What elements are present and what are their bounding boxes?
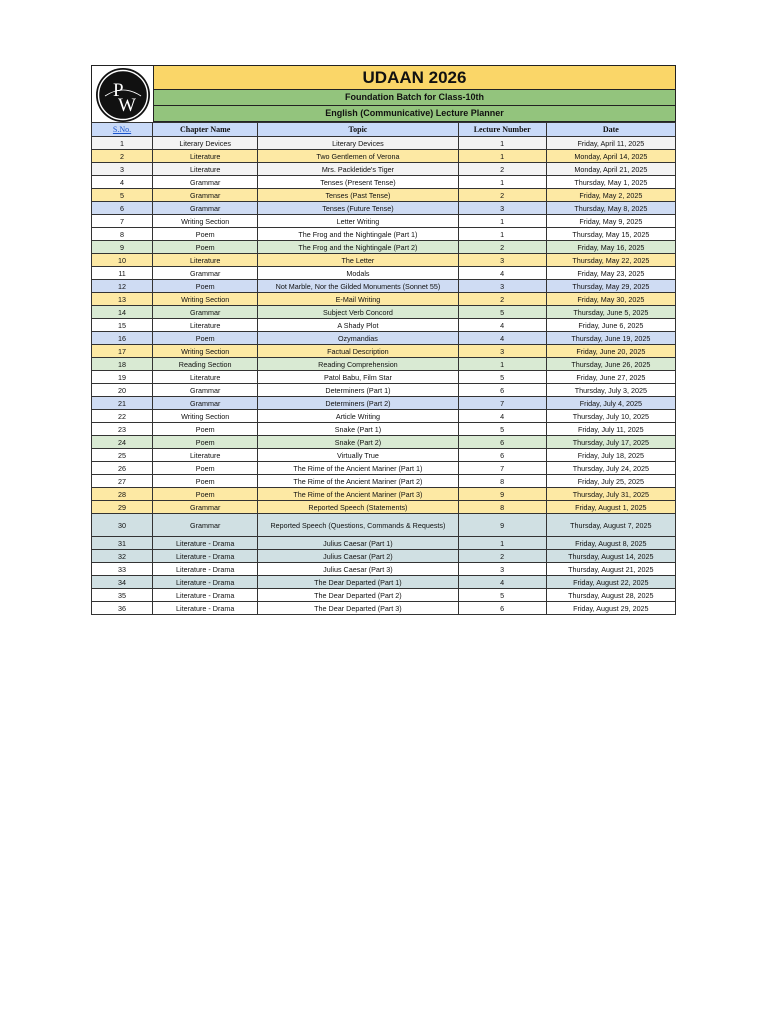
column-header-date: Date	[546, 123, 675, 137]
cell-topic: Reported Speech (Questions, Commands & Requests)	[258, 514, 458, 537]
cell-chapter: Reading Section	[153, 358, 258, 371]
cell-topic: Snake (Part 2)	[258, 436, 458, 449]
table-row	[92, 215, 676, 228]
cell-topic: Tenses (Present Tense)	[258, 176, 458, 189]
cell-date: Friday, May 23, 2025	[546, 267, 675, 280]
cell-chapter: Literature	[153, 319, 258, 332]
cell-sno: 3	[92, 163, 153, 176]
header-block	[153, 65, 676, 122]
cell-topic: Tenses (Future Tense)	[258, 202, 458, 215]
cell-topic: The Dear Departed (Part 2)	[258, 589, 458, 602]
cell-sno: 17	[92, 345, 153, 358]
cell-date: Friday, June 6, 2025	[546, 319, 675, 332]
cell-lecture: 4	[458, 319, 546, 332]
cell-sno: 10	[92, 254, 153, 267]
cell-chapter: Poem	[153, 241, 258, 254]
cell-chapter: Poem	[153, 436, 258, 449]
cell-chapter: Poem	[153, 475, 258, 488]
cell-date: Thursday, August 7, 2025	[546, 514, 675, 537]
cell-lecture: 9	[458, 514, 546, 537]
cell-lecture: 4	[458, 410, 546, 423]
cell-topic: Literary Devices	[258, 137, 458, 150]
cell-lecture: 2	[458, 241, 546, 254]
cell-lecture: 3	[458, 202, 546, 215]
cell-topic: A Shady Plot	[258, 319, 458, 332]
cell-topic: Mrs. Packletide's Tiger	[258, 163, 458, 176]
cell-lecture: 6	[458, 449, 546, 462]
cell-sno: 15	[92, 319, 153, 332]
table-row	[92, 241, 676, 254]
cell-lecture: 1	[458, 228, 546, 241]
table-row	[92, 137, 676, 150]
cell-date: Thursday, June 19, 2025	[546, 332, 675, 345]
cell-lecture: 3	[458, 345, 546, 358]
cell-lecture: 1	[458, 150, 546, 163]
cell-lecture: 5	[458, 589, 546, 602]
cell-sno: 31	[92, 537, 153, 550]
table-row	[92, 176, 676, 189]
cell-lecture: 2	[458, 163, 546, 176]
cell-sno: 20	[92, 384, 153, 397]
cell-chapter: Literature - Drama	[153, 537, 258, 550]
cell-date: Thursday, May 22, 2025	[546, 254, 675, 267]
cell-sno: 19	[92, 371, 153, 384]
table-row	[92, 410, 676, 423]
cell-topic: Not Marble, Nor the Gilded Monuments (Sonnet 55)	[258, 280, 458, 293]
cell-sno: 29	[92, 501, 153, 514]
cell-topic: Snake (Part 1)	[258, 423, 458, 436]
cell-lecture: 4	[458, 332, 546, 345]
cell-date: Friday, May 9, 2025	[546, 215, 675, 228]
cell-topic: Tenses (Past Tense)	[258, 189, 458, 202]
table-body	[92, 137, 676, 615]
logo-letter-w: W	[118, 95, 136, 116]
batch-subtitle: Foundation Batch for Class-10th	[153, 90, 676, 106]
cell-lecture: 3	[458, 254, 546, 267]
cell-sno: 7	[92, 215, 153, 228]
table-row	[92, 449, 676, 462]
cell-date: Thursday, July 31, 2025	[546, 488, 675, 501]
cell-date: Monday, April 14, 2025	[546, 150, 675, 163]
cell-sno: 6	[92, 202, 153, 215]
cell-topic: Julius Caesar (Part 1)	[258, 537, 458, 550]
table-row	[92, 602, 676, 615]
cell-lecture: 1	[458, 137, 546, 150]
cell-topic: Reported Speech (Statements)	[258, 501, 458, 514]
cell-lecture: 4	[458, 267, 546, 280]
cell-sno: 16	[92, 332, 153, 345]
cell-chapter: Literature - Drama	[153, 576, 258, 589]
cell-chapter: Grammar	[153, 267, 258, 280]
table-row	[92, 254, 676, 267]
table-row	[92, 228, 676, 241]
cell-sno: 23	[92, 423, 153, 436]
cell-sno: 33	[92, 563, 153, 576]
cell-date: Thursday, July 10, 2025	[546, 410, 675, 423]
cell-sno: 34	[92, 576, 153, 589]
cell-sno: 14	[92, 306, 153, 319]
cell-lecture: 8	[458, 475, 546, 488]
cell-chapter: Literature	[153, 371, 258, 384]
cell-date: Thursday, June 26, 2025	[546, 358, 675, 371]
cell-chapter: Writing Section	[153, 293, 258, 306]
table-header-row	[92, 123, 676, 137]
cell-topic: The Rime of the Ancient Mariner (Part 3)	[258, 488, 458, 501]
cell-date: Friday, August 22, 2025	[546, 576, 675, 589]
planner-subtitle: English (Communicative) Lecture Planner	[153, 106, 676, 122]
cell-sno: 4	[92, 176, 153, 189]
cell-date: Friday, July 11, 2025	[546, 423, 675, 436]
table-row	[92, 150, 676, 163]
table-row	[92, 280, 676, 293]
table-row	[92, 462, 676, 475]
cell-date: Thursday, July 24, 2025	[546, 462, 675, 475]
cell-chapter: Poem	[153, 423, 258, 436]
cell-date: Monday, April 21, 2025	[546, 163, 675, 176]
cell-date: Friday, June 27, 2025	[546, 371, 675, 384]
cell-lecture: 3	[458, 280, 546, 293]
cell-sno: 25	[92, 449, 153, 462]
cell-topic: E-Mail Writing	[258, 293, 458, 306]
cell-topic: Ozymandias	[258, 332, 458, 345]
cell-sno: 18	[92, 358, 153, 371]
cell-lecture: 1	[458, 537, 546, 550]
cell-topic: Article Writing	[258, 410, 458, 423]
table-row	[92, 332, 676, 345]
cell-date: Thursday, August 21, 2025	[546, 563, 675, 576]
cell-sno: 30	[92, 514, 153, 537]
cell-sno: 24	[92, 436, 153, 449]
cell-lecture: 6	[458, 384, 546, 397]
table-row	[92, 371, 676, 384]
cell-date: Friday, May 16, 2025	[546, 241, 675, 254]
cell-sno: 11	[92, 267, 153, 280]
cell-sno: 27	[92, 475, 153, 488]
cell-chapter: Literature	[153, 254, 258, 267]
cell-chapter: Grammar	[153, 514, 258, 537]
cell-sno: 5	[92, 189, 153, 202]
cell-lecture: 6	[458, 602, 546, 615]
cell-date: Friday, August 1, 2025	[546, 501, 675, 514]
column-header-lecture: Lecture Number	[458, 123, 546, 137]
cell-topic: Julius Caesar (Part 2)	[258, 550, 458, 563]
cell-chapter: Poem	[153, 280, 258, 293]
cell-date: Friday, June 20, 2025	[546, 345, 675, 358]
cell-topic: Two Gentlemen of Verona	[258, 150, 458, 163]
page-title: UDAAN 2026	[153, 65, 676, 90]
cell-topic: Factual Description	[258, 345, 458, 358]
cell-date: Friday, May 30, 2025	[546, 293, 675, 306]
cell-lecture: 7	[458, 462, 546, 475]
cell-chapter: Grammar	[153, 306, 258, 319]
cell-lecture: 3	[458, 563, 546, 576]
table-row	[92, 306, 676, 319]
cell-topic: Subject Verb Concord	[258, 306, 458, 319]
table-row	[92, 475, 676, 488]
cell-lecture: 5	[458, 306, 546, 319]
cell-sno: 9	[92, 241, 153, 254]
cell-sno: 22	[92, 410, 153, 423]
table-row	[92, 589, 676, 602]
cell-chapter: Literature - Drama	[153, 602, 258, 615]
cell-sno: 28	[92, 488, 153, 501]
cell-chapter: Poem	[153, 462, 258, 475]
cell-date: Thursday, June 5, 2025	[546, 306, 675, 319]
cell-lecture: 7	[458, 397, 546, 410]
cell-sno: 35	[92, 589, 153, 602]
table-row	[92, 267, 676, 280]
cell-chapter: Poem	[153, 228, 258, 241]
cell-date: Friday, July 25, 2025	[546, 475, 675, 488]
pw-logo	[91, 65, 153, 123]
cell-date: Friday, August 29, 2025	[546, 602, 675, 615]
cell-lecture: 1	[458, 215, 546, 228]
cell-chapter: Poem	[153, 488, 258, 501]
column-header-sno[interactable]: S.No.	[92, 123, 153, 137]
cell-sno: 21	[92, 397, 153, 410]
cell-date: Thursday, July 17, 2025	[546, 436, 675, 449]
cell-topic: The Dear Departed (Part 1)	[258, 576, 458, 589]
cell-sno: 1	[92, 137, 153, 150]
cell-date: Friday, July 18, 2025	[546, 449, 675, 462]
logo-letter-p: P	[113, 80, 124, 101]
cell-chapter: Grammar	[153, 202, 258, 215]
table-row	[92, 488, 676, 501]
cell-topic: The Rime of the Ancient Mariner (Part 1)	[258, 462, 458, 475]
cell-date: Thursday, July 3, 2025	[546, 384, 675, 397]
cell-chapter: Writing Section	[153, 215, 258, 228]
cell-lecture: 1	[458, 176, 546, 189]
cell-topic: Letter Writing	[258, 215, 458, 228]
cell-sno: 26	[92, 462, 153, 475]
table-row	[92, 423, 676, 436]
cell-chapter: Literature	[153, 150, 258, 163]
cell-topic: The Letter	[258, 254, 458, 267]
table-row	[92, 163, 676, 176]
cell-chapter: Literary Devices	[153, 137, 258, 150]
cell-date: Thursday, August 28, 2025	[546, 589, 675, 602]
table-row	[92, 293, 676, 306]
cell-topic: The Dear Departed (Part 3)	[258, 602, 458, 615]
table-row	[92, 345, 676, 358]
cell-topic: The Frog and the Nightingale (Part 1)	[258, 228, 458, 241]
table-row	[92, 202, 676, 215]
column-header-topic: Topic	[258, 123, 458, 137]
lecture-table	[91, 122, 676, 615]
cell-lecture: 9	[458, 488, 546, 501]
table-row	[92, 550, 676, 563]
cell-chapter: Grammar	[153, 501, 258, 514]
cell-topic: The Frog and the Nightingale (Part 2)	[258, 241, 458, 254]
table-row	[92, 576, 676, 589]
cell-date: Thursday, May 29, 2025	[546, 280, 675, 293]
table-row	[92, 501, 676, 514]
cell-sno: 36	[92, 602, 153, 615]
cell-chapter: Writing Section	[153, 410, 258, 423]
cell-topic: Determiners (Part 2)	[258, 397, 458, 410]
cell-sno: 32	[92, 550, 153, 563]
cell-date: Friday, April 11, 2025	[546, 137, 675, 150]
cell-lecture: 4	[458, 576, 546, 589]
cell-sno: 12	[92, 280, 153, 293]
cell-lecture: 5	[458, 371, 546, 384]
cell-chapter: Grammar	[153, 397, 258, 410]
table-row	[92, 436, 676, 449]
cell-date: Friday, August 8, 2025	[546, 537, 675, 550]
table-row	[92, 358, 676, 371]
cell-chapter: Grammar	[153, 189, 258, 202]
cell-date: Friday, May 2, 2025	[546, 189, 675, 202]
cell-topic: Reading Comprehension	[258, 358, 458, 371]
cell-chapter: Literature	[153, 449, 258, 462]
cell-date: Thursday, May 8, 2025	[546, 202, 675, 215]
cell-sno: 8	[92, 228, 153, 241]
table-row	[92, 189, 676, 202]
table-row	[92, 514, 676, 537]
cell-chapter: Literature - Drama	[153, 589, 258, 602]
cell-topic: Determiners (Part 1)	[258, 384, 458, 397]
cell-chapter: Literature - Drama	[153, 550, 258, 563]
cell-chapter: Literature	[153, 163, 258, 176]
cell-chapter: Literature - Drama	[153, 563, 258, 576]
cell-lecture: 6	[458, 436, 546, 449]
column-header-chapter: Chapter Name	[153, 123, 258, 137]
cell-chapter: Grammar	[153, 176, 258, 189]
cell-sno: 13	[92, 293, 153, 306]
cell-lecture: 1	[458, 358, 546, 371]
cell-lecture: 5	[458, 423, 546, 436]
cell-date: Thursday, May 1, 2025	[546, 176, 675, 189]
cell-topic: The Rime of the Ancient Mariner (Part 2)	[258, 475, 458, 488]
cell-date: Thursday, August 14, 2025	[546, 550, 675, 563]
cell-sno: 2	[92, 150, 153, 163]
cell-lecture: 2	[458, 189, 546, 202]
cell-lecture: 2	[458, 293, 546, 306]
table-row	[92, 319, 676, 332]
cell-chapter: Poem	[153, 332, 258, 345]
cell-topic: Virtually True	[258, 449, 458, 462]
cell-topic: Modals	[258, 267, 458, 280]
cell-lecture: 8	[458, 501, 546, 514]
cell-chapter: Grammar	[153, 384, 258, 397]
table-row	[92, 563, 676, 576]
cell-date: Friday, July 4, 2025	[546, 397, 675, 410]
cell-chapter: Writing Section	[153, 345, 258, 358]
cell-lecture: 2	[458, 550, 546, 563]
table-row	[92, 397, 676, 410]
cell-date: Thursday, May 15, 2025	[546, 228, 675, 241]
table-row	[92, 537, 676, 550]
cell-topic: Patol Babu, Film Star	[258, 371, 458, 384]
cell-topic: Julius Caesar (Part 3)	[258, 563, 458, 576]
table-row	[92, 384, 676, 397]
